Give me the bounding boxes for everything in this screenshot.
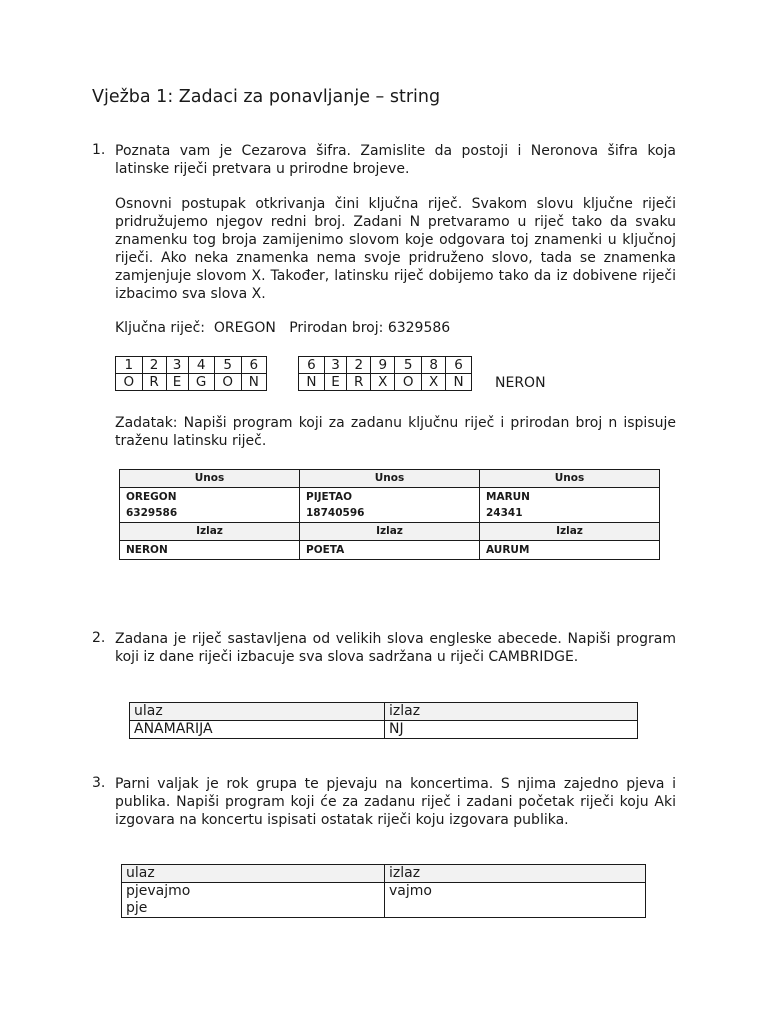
code-digit-cell: 9 [371, 357, 395, 374]
code-grid [298, 356, 472, 391]
example-input-number: 6329586 [126, 507, 178, 519]
task-3-output-cell: vajmo [385, 883, 646, 918]
number-label: Prirodan broj: [289, 320, 384, 336]
example-input-number: 18740596 [306, 507, 365, 519]
task-3-number: 3. [92, 775, 106, 791]
task-2-data-row [130, 721, 638, 739]
code-digit-cell: 2 [347, 357, 371, 374]
code-digit-cell: 3 [324, 357, 346, 374]
task-3-text: Parni valjak je rok grupa te pjevaju na koncertima. S njima zajedno pjeva i publika. Napiši program koji će za zadanu riječ i zadani početak riječi koju Aki izgovara na koncertu ispisati ostatak riječi koju izgovara publika. [115, 776, 676, 828]
output-header: Izlaz [120, 523, 300, 541]
task-3-input-cell [122, 883, 385, 918]
key-digit-cell: 3 [166, 357, 188, 374]
number-value: 6329586 [387, 320, 451, 336]
task-2-table [129, 702, 638, 739]
task-2-input-cell: ANAMARIJA [130, 721, 385, 739]
task-3-input-word: pjevajmo [126, 883, 191, 899]
key-letter-cell: E [166, 374, 188, 391]
key-letter-cell: R [142, 374, 166, 391]
examples-output-row [120, 541, 660, 560]
key-grid [115, 356, 267, 391]
examples-table [119, 469, 660, 560]
examples-output-header-row [120, 523, 660, 541]
task-3-header-row [122, 865, 646, 883]
code-letter-cell: X [371, 374, 395, 391]
key-letter-cell: O [116, 374, 143, 391]
result-word: NERON [495, 375, 546, 391]
code-grid-digits [299, 357, 472, 374]
task-1-assignment: Zadatak: Napiši program koji za zadanu ključnu riječ i prirodan broj n ispisuje traženu latinsku riječ. [115, 415, 676, 449]
key-digit-cell: 2 [142, 357, 166, 374]
example-input-word: MARUN [486, 491, 530, 503]
task-1-number: 1. [92, 142, 106, 158]
example-input-cell [300, 488, 480, 523]
code-letter-cell: R [347, 374, 371, 391]
code-digit-cell: 6 [446, 357, 472, 374]
key-letter-cell: O [214, 374, 241, 391]
task-3-output-header: izlaz [385, 865, 646, 883]
task-2-output-cell: NJ [385, 721, 638, 739]
task-2-header-row [130, 703, 638, 721]
task-3-input-prefix: pje [126, 900, 148, 916]
key-digit-cell: 6 [241, 357, 267, 374]
examples-input-row [120, 488, 660, 523]
example-input-word: PIJETAO [306, 491, 353, 503]
example-output-cell: POETA [300, 541, 480, 560]
task-1-key-line [115, 320, 450, 336]
code-letter-cell: O [395, 374, 422, 391]
example-input-word: OREGON [126, 491, 177, 503]
task-2-text: Zadana je riječ sastavljena od velikih slova engleske abecede. Napiši program koji iz dane riječi izbacuje sva slova sadržana u riječi CAMBRIDGE. [115, 631, 676, 665]
example-input-cell [120, 488, 300, 523]
example-input-cell [480, 488, 660, 523]
task-1-intro: Poznata vam je Cezarova šifra. Zamislite da postoji i Neronova šifra koja latinske riječi pretvara u prirodne brojeve. [115, 143, 676, 177]
key-letter-cell: G [188, 374, 214, 391]
input-header: Unos [300, 470, 480, 488]
key-digit-cell: 1 [116, 357, 143, 374]
code-grid-letters [299, 374, 472, 391]
key-word-label: Ključna riječ: [115, 320, 205, 336]
code-letter-cell: E [324, 374, 346, 391]
code-letter-cell: N [446, 374, 472, 391]
example-output-cell: NERON [120, 541, 300, 560]
code-letter-cell: X [422, 374, 446, 391]
output-header: Izlaz [300, 523, 480, 541]
key-digit-cell: 5 [214, 357, 241, 374]
task-3-input-header: ulaz [122, 865, 385, 883]
task-2-input-header: ulaz [130, 703, 385, 721]
key-letter-cell: N [241, 374, 267, 391]
input-header: Unos [120, 470, 300, 488]
code-letter-cell: N [299, 374, 325, 391]
example-input-number: 24341 [486, 507, 523, 519]
input-header: Unos [480, 470, 660, 488]
task-2-number: 2. [92, 630, 106, 646]
page-title: Vježba 1: Zadaci za ponavljanje – string [92, 87, 441, 107]
examples-input-header-row [120, 470, 660, 488]
code-digit-cell: 8 [422, 357, 446, 374]
code-digit-cell: 5 [395, 357, 422, 374]
task-2-output-header: izlaz [385, 703, 638, 721]
key-word-value: OREGON [213, 320, 276, 336]
key-digit-cell: 4 [188, 357, 214, 374]
key-grid-letters [116, 374, 267, 391]
task-3-data-row [122, 883, 646, 918]
code-digit-cell: 6 [299, 357, 325, 374]
example-output-cell: AURUM [480, 541, 660, 560]
key-grid-digits [116, 357, 267, 374]
task-1-procedure: Osnovni postupak otkrivanja čini ključna riječ. Svakom slovu ključne riječi pridružujemo njegov redni broj. Zadani N pretvaramo u riječ tako da svaku znamenku tog broja zamijenimo slovom koje odgovara toj znamenki u ključnoj riječi. Ako neka znamenka nema svoje pridruženo slovo, tada se znamenka zamjenjuje slovom X. Također, latinsku riječ dobijemo tako da iz dobivene riječi izbacimo sva slova X. [115, 196, 676, 302]
output-header: Izlaz [480, 523, 660, 541]
task-3-table [121, 864, 646, 918]
